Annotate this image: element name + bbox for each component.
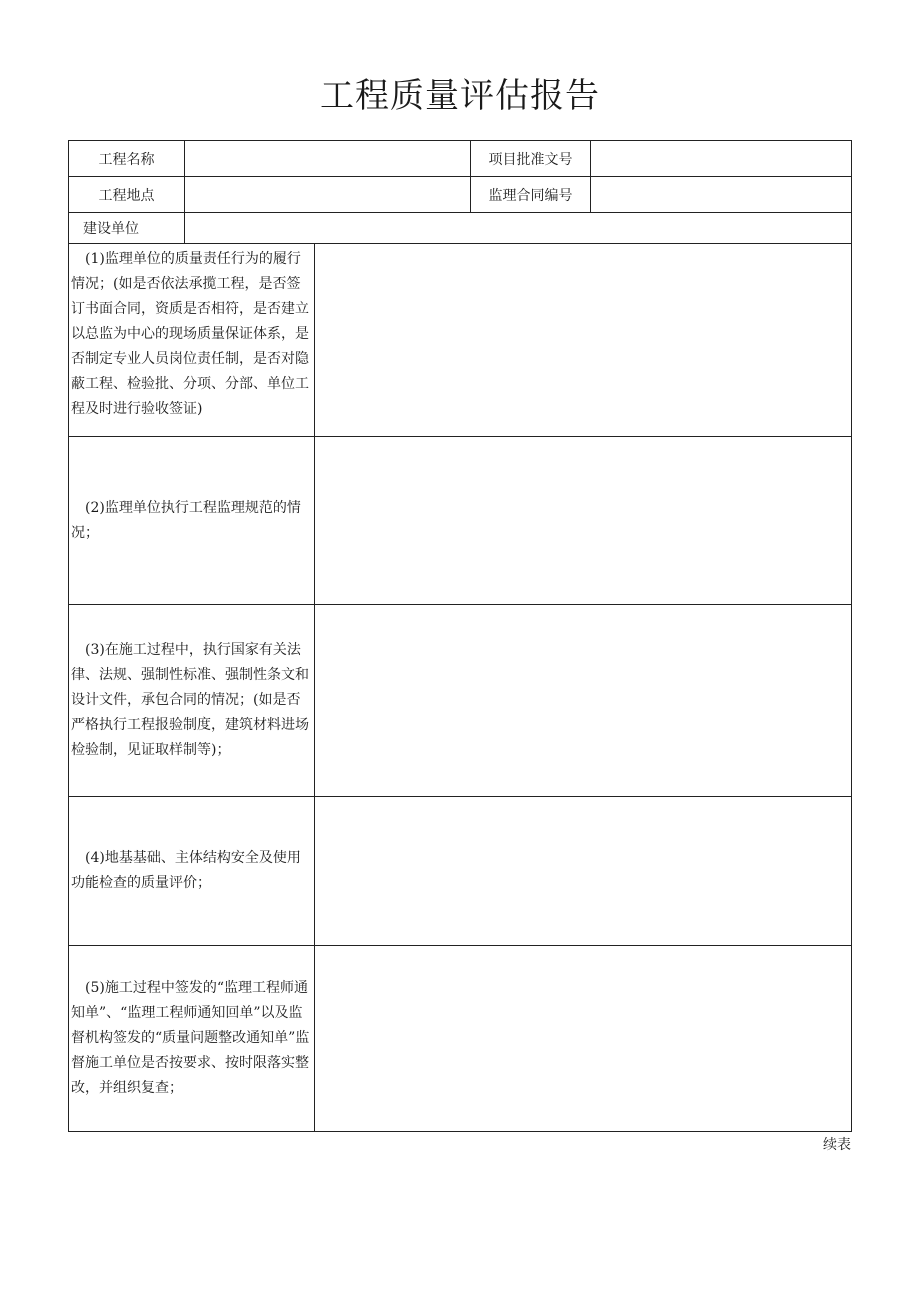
table-row: [69, 213, 852, 244]
table-row: [69, 244, 852, 437]
table-row: [69, 177, 852, 213]
item-3-description: (3)在施工过程中，执行国家有关法律、法规、强制性标准、强制性条文和设计文件，承包合同的情况；(如是否严格执行工程报验制度，建筑材料进场检验制，见证取样制等)；: [69, 605, 315, 797]
project-name-label: 工程名称: [69, 141, 185, 177]
item-2-description: (2)监理单位执行工程监理规范的情况；: [69, 437, 315, 605]
location-field[interactable]: [185, 177, 471, 213]
contract-no-label: 监理合同编号: [471, 177, 591, 213]
project-name-field[interactable]: [185, 141, 471, 177]
item-1-description: (1)监理单位的质量责任行为的履行情况；(如是否依法承揽工程，是否签订书面合同，资质是否相符，是否建立以总监为中心的现场质量保证体系，是否制定专业人员岗位责任制，是否对隐蔽工程、检验批、分项、分部、单位工程及时进行验收签证): [69, 244, 315, 437]
item-4-description: (4)地基基础、主体结构安全及使用功能检查的质量评价；: [69, 797, 315, 946]
continued-note: 续表: [823, 1137, 851, 1153]
table-row: [69, 797, 852, 946]
location-label: 工程地点: [69, 177, 185, 213]
builder-label: 建设单位: [69, 213, 185, 244]
table-row: [69, 141, 852, 177]
table-row: [69, 946, 852, 1132]
approval-no-field[interactable]: [591, 141, 852, 177]
builder-field[interactable]: [185, 213, 852, 244]
approval-no-label: 项目批准文号: [471, 141, 591, 177]
item-5-field[interactable]: [315, 946, 852, 1132]
table-row: [69, 437, 852, 605]
item-1-field[interactable]: [315, 244, 852, 437]
item-4-field[interactable]: [315, 797, 852, 946]
item-3-field[interactable]: [315, 605, 852, 797]
table-row: [69, 605, 852, 797]
page-title: 工程质量评估报告: [320, 76, 600, 116]
quality-report-table: [68, 140, 852, 1132]
contract-no-field[interactable]: [591, 177, 852, 213]
item-2-field[interactable]: [315, 437, 852, 605]
item-5-description: (5)施工过程中签发的“监理工程师通知单”、“监理工程师通知回单”以及监督机构签发的“质量问题整改通知单”监督施工单位是否按要求、按时限落实整改，并组织复查；: [69, 946, 315, 1132]
